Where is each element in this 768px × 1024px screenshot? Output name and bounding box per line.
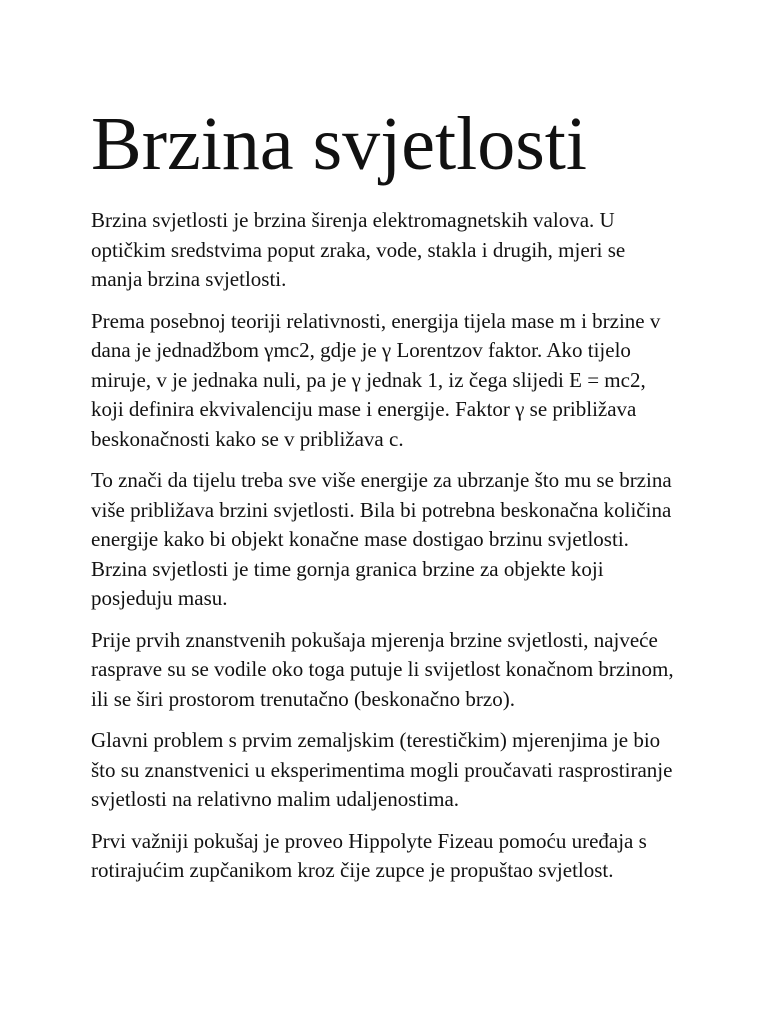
paragraph-5: Glavni problem s prvim zemaljskim (terestičkim) mjerenjima je bio što su znanstvenici u eksperimentima mogli proučavati rasprostiranje svjetlosti na relativno malim udaljenostima.	[91, 728, 673, 811]
paragraph-6: Prvi važniji pokušaj je proveo Hippolyte Fizeau pomoću uređaja s rotirajućim zupčanikom kroz čije zupce je propuštao svjetlost.	[91, 828, 647, 882]
paragraph-4: Prije prvih znanstvenih pokušaja mjerenja brzine svjetlosti, najveće rasprave su se vodile oko toga putuje li svijetlost konačnom brzinom, ili se širi prostorom trenutačno (beskonačno brzo).	[91, 627, 674, 711]
paragraph-2: Prema posebnoj teoriji relativnosti, energija tijela mase m i brzine v dana je jednadžbom γmc2, gdje je γ Lorentzov faktor. Ako tijelo miruje, v je jednaka nuli, pa je γ jednak 1, iz čega slijedi E = mc2, koji definira ekvivalenciju mase i energije. Faktor γ se približava beskonačnosti kako se v približava c.	[91, 308, 661, 451]
paragraph-3: To znači da tijelu treba sve više energije za ubrzanje što mu se brzina više približava brzini svjetlosti. Bila bi potrebna beskonačna količina energije kako bi objekt konačne mase dostigao brzinu svjetlosti. Brzina svjetlosti je time gornja granica brzine za objekte koji posjeduju masu.	[91, 468, 672, 610]
paragraph-1: Brzina svjetlosti je brzina širenja elektromagnetskih valova. U optičkim sredstvima poput zraka, vode, stakla i drugih, mjeri se manja brzina svjetlosti.	[91, 208, 626, 291]
document-title: Brzina svjetlosti	[91, 102, 588, 186]
